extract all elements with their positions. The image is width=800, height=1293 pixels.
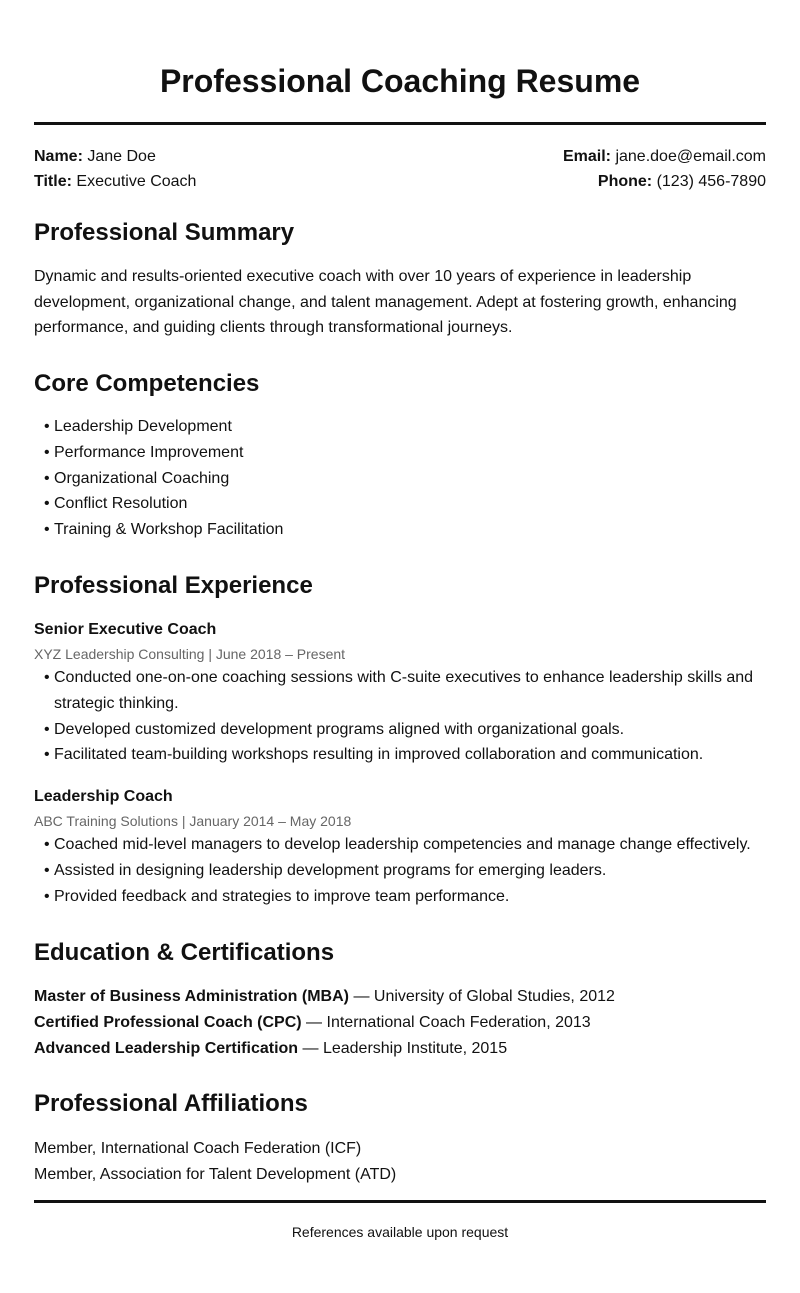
summary-text: Dynamic and results-oriented executive coach with over 10 years of experience in leadership development, organizational change, and talent management. Adept at fostering growth, enhancing performance, and guiding clients through transformational journeys. (34, 268, 737, 336)
competency-text: Performance Improvement (54, 443, 244, 461)
competency-list (44, 414, 766, 543)
credential-name: Certified Professional Coach (CPC) (34, 1014, 302, 1031)
footer-divider (34, 1200, 766, 1203)
job-meta: XYZ Leadership Consulting | June 2018 – Present (34, 646, 346, 662)
job-bullets (44, 832, 766, 909)
bullet-icon: • (44, 720, 50, 738)
affiliation-item: Member, International Coach Federation (ICF) (34, 1140, 362, 1157)
footer-note: References available upon request (291, 1224, 509, 1240)
phone-label: Phone: (597, 173, 653, 190)
education-item (34, 1036, 766, 1062)
education-item (34, 1010, 766, 1036)
job-bullet (44, 884, 766, 910)
competency-item (44, 491, 766, 517)
job-bullet-text: Conducted one-on-one coaching sessions with C-suite executives to enhance leadership skills and strategic thinking. (54, 669, 754, 712)
section-heading-education: Education & Certifications (34, 939, 335, 966)
job-title: Senior Executive Coach (34, 621, 217, 638)
education-list (34, 984, 766, 1062)
credential-name: Advanced Leadership Certification (34, 1040, 299, 1057)
name-field (34, 144, 156, 169)
name-value: Jane Doe (87, 148, 156, 165)
phone-value: (123) 456-7890 (656, 173, 766, 190)
email-value: jane.doe@email.com (615, 148, 766, 165)
credential-detail: — Leadership Institute, 2015 (298, 1040, 508, 1057)
bullet-icon: • (44, 418, 50, 435)
job-bullet-text: Facilitated team-building workshops resulting in improved collaboration and communication. (54, 746, 704, 764)
competency-item (44, 440, 766, 466)
bullet-icon: • (44, 495, 50, 513)
name-label: Name: (34, 148, 83, 165)
title-field (34, 169, 196, 194)
contact-block (34, 144, 766, 194)
bullet-icon: • (44, 861, 50, 879)
job-title: Leadership Coach (34, 788, 173, 805)
section-heading-competencies: Core Competencies (34, 370, 260, 397)
bullet-icon: • (44, 887, 50, 905)
education-item (34, 984, 766, 1010)
page-title: Professional Coaching Resume (159, 63, 641, 99)
competency-text: Organizational Coaching (54, 469, 230, 487)
job-bullet (44, 665, 766, 717)
job-bullet (44, 858, 766, 884)
bullet-icon: • (44, 669, 50, 686)
competency-item (44, 517, 766, 543)
affiliation-item: Member, Association for Talent Development (ATD) (34, 1165, 397, 1183)
competency-item (44, 466, 766, 492)
email-field (563, 144, 766, 169)
title-value: Executive Coach (76, 173, 197, 190)
email-label: Email: (562, 148, 611, 165)
competency-text: Training & Workshop Facilitation (54, 521, 284, 539)
contact-row (34, 144, 766, 169)
section-heading-summary: Professional Summary (34, 219, 295, 246)
job-bullet (44, 742, 766, 768)
bullet-icon: • (44, 836, 50, 853)
section-heading-experience: Professional Experience (34, 572, 313, 599)
bullet-icon: • (44, 746, 50, 764)
competency-text: Leadership Development (54, 418, 232, 435)
bullet-icon: • (44, 521, 50, 539)
contact-row (34, 169, 766, 194)
credential-detail: — International Coach Federation, 2013 (301, 1014, 591, 1031)
job-meta: ABC Training Solutions | January 2014 – May 2018 (34, 813, 352, 829)
title-label: Title: (34, 173, 72, 190)
header-divider (34, 122, 766, 125)
job-bullets (44, 665, 766, 768)
credential-detail: — University of Global Studies, 2012 (349, 988, 615, 1005)
affiliation-list (34, 1136, 766, 1187)
job-bullet-text: Developed customized development programs aligned with organizational goals. (54, 720, 625, 738)
job-bullet (44, 717, 766, 743)
job-bullet (44, 832, 766, 858)
job-bullet-text: Assisted in designing leadership development programs for emerging leaders. (54, 861, 607, 879)
job-bullet-text: Provided feedback and strategies to improve team performance. (54, 887, 510, 905)
competency-text: Conflict Resolution (54, 495, 188, 513)
job-bullet-text: Coached mid-level managers to develop leadership competencies and manage change effectively. (54, 836, 751, 853)
competency-item (44, 414, 766, 440)
credential-name: Master of Business Administration (MBA) (34, 988, 349, 1005)
phone-field (598, 169, 766, 194)
bullet-icon: • (44, 469, 50, 487)
section-heading-affiliations: Professional Affiliations (34, 1090, 308, 1117)
bullet-icon: • (44, 443, 50, 461)
